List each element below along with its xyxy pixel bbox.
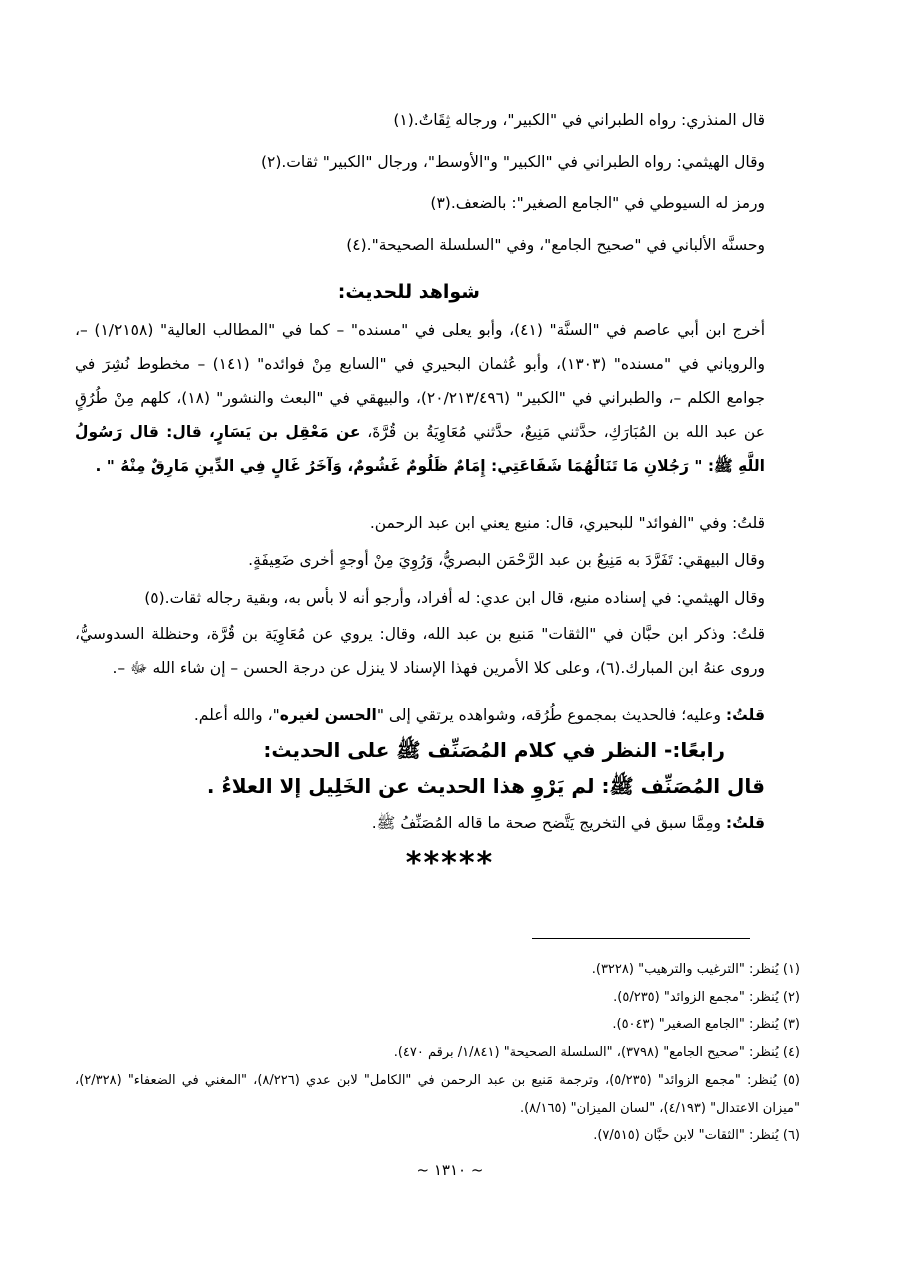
footnote-6: (٦) يُنظر: "الثقات" لابن حبَّان (٧/٥١٥). — [593, 1128, 800, 1143]
heading-musannif-quote: قال المُصَنِّف ﷺ: لم يَرْوِ هذا الحديث عن الخَلِيل إلا العلاءُ . — [206, 774, 765, 798]
section-separator-stars: ***** — [405, 846, 495, 881]
page-number: ~ ١٣١٠ ~ — [416, 1161, 484, 1179]
paragraph-bahiri: قلتُ: وفي "الفوائد" للبحيري، قال: منيع يعني ابن عبد الرحمن. — [369, 514, 765, 532]
paragraph-haythami-2: وقال الهيثمي: في إسناده منيع، قال ابن عدي: له أفراد، وأرجو أنه لا بأس به، وبقية رجاله ثقات.(٥) — [144, 589, 765, 607]
footnote-3: (٣) يُنظر: "الجامع الصغير" (٥٠٤٣). — [612, 1017, 800, 1032]
hadith-text: عن مَعْقِل بن يَسَارٍ، قال: قال رَسُولُ اللَّهِ ﷺ: " رَجُلانِ مَا تَنَالُهُمَا شَفَاعَتِي: إِمَامٌ ظَلُومٌ غَشُومٌ، وَآخَرُ غَالٍ فِي الدِّينِ مَارِقٌ مِنْهُ " . — [75, 423, 765, 475]
paragraph-takhrij — [75, 313, 765, 483]
footnote-1: (١) يُنظر: "الترغيب والترهيب" (٣٢٢٨). — [591, 962, 800, 977]
paragraph-albani: وحسنَّه الألباني في "صحيح الجامع"، وفي "السلسلة الصحيحة".(٤) — [346, 236, 765, 254]
footnote-2: (٢) يُنظر: "مجمع الزوائد" (٥/٢٣٥). — [613, 990, 800, 1005]
final-label: قلتُ: — [725, 814, 765, 832]
conclusion-label: قلتُ: — [725, 706, 765, 724]
conclusion-grade: الحسن لغيره — [279, 706, 377, 724]
final-text: ومِمَّا سبق في التخريج يَتَّضح صحة ما قاله المُصَنِّفُ ﷺ. — [371, 814, 726, 832]
heading-shawahid: شواهد للحديث: — [337, 281, 480, 303]
paragraph-mundhiri: قال المنذري: رواه الطبراني في "الكبير"، ورجاله ثِقَاتٌ.(١) — [393, 111, 765, 129]
paragraph-ibn-hibban: قلتُ: وذكر ابن حبَّان في "الثقات" مَنيع بن عبد الله، وقال: يروي عن مُعَاوِيَة بن قُرَّة، وحنظلة السدوسيُّ، وروى عنهُ ابن المبارك.(٦)، وعلى كلا الأمرين فهذا الإسناد لا ينزل عن درجة الحسن – إن شاء الله ﷻ –. — [75, 625, 765, 677]
footnote-5: (٥) يُنظر: "مجمع الزوائد" (٥/٢٣٥)، وترجمة مَنيع بن عبد الرحمن في "الكامل" لابن عدي (٨/٢٢٦)، "المغني في الضعفاء" (٢/٣٢٨)، "ميزان الاعتدال" (٤/١٩٣)، "لسان الميزان" (٨/١٦٥). — [75, 1073, 800, 1116]
heading-rabian: رابعًا:- النظر في كلام المُصَنِّف ﷺ على الحديث: — [263, 738, 725, 762]
takhrij-text: أخرج ابن أبي عاصم في "السنَّة" (٤١)، وأبو يعلى في "مسنده" – كما في "المطالب العالية" (١/٢١٥٨) –، والروياني في "مسنده" (١٣٠٣)، وأبو عُثمان البحيري في "السابع مِنْ فوائده" (١٤١) – مخطوط نُشِرَ في جوامع الكلم –، والطبراني في "الكبير" (٢٠/٢١٣/٤٩٦)، والبيهقي في "البعث والنشور" (١٨)، كلهم مِنْ طُرُقٍ عن عبد الله بن المُبَارَكِ، حدَّثني مَنِيعٌ، حدَّثني مُعَاوِيَةُ بن قُرَّةَ، — [75, 321, 765, 441]
conclusion-end: "، والله أعلم. — [193, 706, 280, 724]
footnote-rule — [532, 938, 750, 939]
paragraph-conclusion — [125, 698, 765, 732]
paragraph-suyuti: ورمز له السيوطي في "الجامع الصغير": بالضعف.(٣) — [430, 194, 765, 212]
paragraph-final — [125, 806, 765, 840]
footnote-4: (٤) يُنظر: "صحيح الجامع" (٣٧٩٨)، "السلسلة الصحيحة" (١/٨٤١/ برقم ٤٧٠). — [393, 1045, 800, 1060]
paragraph-haythami-1: وقال الهيثمي: رواه الطبراني في "الكبير" و"الأوسط"، ورجال "الكبير" ثقات.(٢) — [260, 153, 765, 171]
paragraph-bayhaqi: وقال البيهقي: تَفَرَّدَ به مَنِيعُ بن عبد الرَّحْمَن البصريُّ، وَرُوِيَ مِنْ أوجهٍ أخرى ضَعِيفَةٍ. — [248, 551, 765, 569]
conclusion-text: وعليه؛ فالحديث بمجموع طُرُقه، وشواهده يرتقي إلى " — [376, 706, 726, 724]
